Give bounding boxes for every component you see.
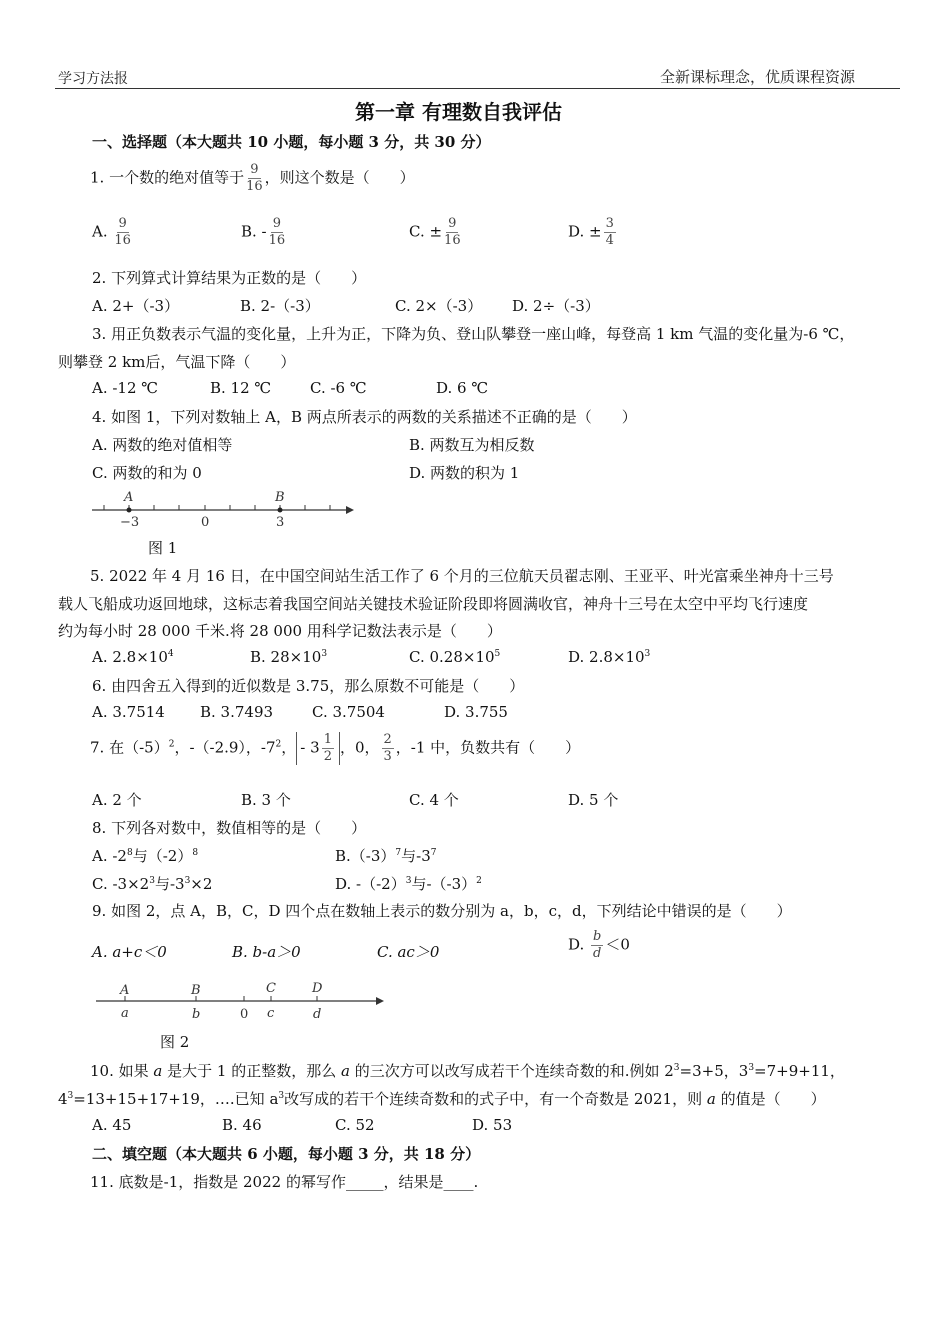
question-7-option-b: B. 3 个 (241, 791, 291, 809)
label-D: D (312, 981, 323, 996)
question-4-option-a: A. 两数的绝对值相等 (92, 436, 233, 454)
question-5-line-2: 载人飞船成功返回地球，这标志着我国空间站关键技术验证阶段即将圆满收官，神舟十三号在太空中平均飞行速度 (58, 595, 809, 613)
question-9-option-b: B. b-a＞0 (232, 943, 301, 961)
figure-1-caption: 图 1 (148, 539, 178, 557)
question-1-option-a: A. $\frac{9}{16}$ (92, 216, 131, 248)
question-1-option-b: B. - $\frac{9}{16}$ (241, 216, 286, 248)
question-11-stem: 11. 底数是-1，指数是 2022 的幂写作_____，结果是____. (90, 1173, 479, 1191)
figure-2-number-line (92, 978, 392, 1024)
figure-2-caption: 图 2 (160, 1033, 190, 1051)
question-2-option-b: B. 2-（-3） (240, 297, 320, 315)
section-1-heading: 一、选择题（本大题共 10 小题，每小题 3 分，共 30 分） (92, 133, 491, 151)
tick-label-neg3: −3 (120, 515, 140, 530)
question-10-option-c: C. 52 (335, 1116, 375, 1134)
point-b (278, 508, 283, 513)
question-7-option-d: D. 5 个 (568, 791, 619, 809)
question-8-stem: 8. 下列各对数中，数值相等的是（ ） (92, 819, 367, 837)
question-4-option-c: C. 两数的和为 0 (92, 464, 202, 482)
question-5-line-3: 约为每小时 28 000 千米.将 28 000 用科学记数法表示是（ ） (58, 622, 502, 640)
question-2-option-d: D. 2÷（-3） (512, 297, 600, 315)
question-5-option-c: C. $0.28\times 10^5$ (409, 648, 501, 666)
question-5-line-1: 5. 2022 年 4 月 16 日，在中国空间站生活工作了 6 个月的三位航天员翟志刚、王亚平、叶光富乘坐神舟十三号 (90, 567, 834, 585)
question-9-option-a: A. a+c＜0 (92, 943, 167, 961)
label-b: b (192, 1007, 201, 1022)
question-9-stem: 9. 如图 2，点 A，B，C，D 四个点在数轴上表示的数分别为 a，b，c，d，下列结论中错误的是（ ） (92, 902, 792, 920)
fraction: $\frac{9}{16}$ (246, 162, 263, 194)
question-9-option-c: C. ac＞0 (377, 943, 440, 961)
arrow-head (346, 506, 354, 514)
question-8-option-b: $B.(-3)^7$与$-3^7$ (335, 847, 437, 865)
question-10-line-2: $4^3=13+15+17+19$，….已知 $a^3$改写成的若干个连续奇数和的式子中，有一个奇数是 2021，则 a 的值是（ ） (58, 1090, 826, 1108)
question-7-stem: 7. 在$(-5)^2$，-（-2.9），$-7^2$， - 3 $\frac{1}{2}$ ，0， $\frac{2}{3}$ ，-1 中，负数共有（ ） (90, 732, 581, 764)
question-8-option-d: D. $-(-2)^3$与$-(-3)^2$ (335, 875, 482, 893)
label-d: d (313, 1007, 322, 1022)
label-C: C (266, 981, 276, 996)
figure-1-number-line (88, 486, 358, 530)
tick-label-0: 0 (201, 515, 210, 530)
question-6-option-a: A. 3.7514 (92, 703, 165, 721)
question-1-option-d: D. ± $\frac{3}{4}$ (568, 216, 614, 248)
question-6-stem: 6. 由四舍五入得到的近似数是 3.75，那么原数不可能是（ ） (92, 677, 525, 695)
question-8-option-a: A. $-2^8$与$(-2)^8$ (92, 847, 199, 865)
arrow-head (376, 997, 384, 1005)
question-5-option-d: D. $2.8\times 10^3$ (568, 648, 651, 666)
question-7-option-c: C. 4 个 (409, 791, 459, 809)
question-10-line-1: 10. 如果 a 是大于 1 的正整数，那么 a 的三次方可以改写成若干个连续奇数的和.例如 $2^3=3+5$，$3^3=7+9+11$， (90, 1062, 845, 1080)
question-6-option-c: C. 3.7504 (312, 703, 385, 721)
question-8-option-c: C. $-3\times 2^3$与$-3^3\times 2$ (92, 875, 213, 893)
header-left: 学习方法报 (58, 71, 128, 87)
ticks (125, 996, 317, 1001)
question-3-option-b: B. 12 ℃ (210, 379, 272, 397)
ticks (104, 505, 330, 510)
question-2-option-c: C. 2×（-3） (395, 297, 483, 315)
label-B: B (191, 983, 201, 998)
question-7-option-a: A. 2 个 (92, 791, 142, 809)
question-10-option-b: B. 46 (222, 1116, 262, 1134)
question-3-option-a: A. -12 ℃ (92, 379, 159, 397)
question-5-option-b: B. $28\times 10^3$ (250, 648, 328, 666)
question-4-option-b: B. 两数互为相反数 (409, 436, 535, 454)
label-a: A (124, 490, 134, 505)
question-3-option-d: D. 6 ℃ (436, 379, 489, 397)
question-10-option-a: A. 45 (92, 1116, 132, 1134)
question-4-stem: 4. 如图 1，下列对数轴上 A，B 两点所表示的两数的关系描述不正确的是（ ） (92, 408, 637, 426)
point-a (127, 508, 132, 513)
header-rule (55, 88, 900, 89)
header-right: 全新课标理念，优质课程资源 (660, 68, 856, 86)
question-6-option-d: D. 3.755 (444, 703, 508, 721)
question-9-option-d: D. $\frac{b}{d}$ ＜0 (568, 929, 630, 961)
question-3-line-1: 3. 用正负数表示气温的变化量，上升为正，下降为负、登山队攀登一座山峰，每登高 1 km 气温的变化量为-6 ℃， (92, 325, 855, 343)
absolute-value-expression: - 3 $\frac{1}{2}$ (296, 732, 340, 765)
question-3-line-2: 则攀登 2 km后，气温下降（ ） (58, 353, 296, 371)
question-2-option-a: A. 2+（-3） (92, 297, 180, 315)
question-6-option-b: B. 3.7493 (200, 703, 274, 721)
question-1-stem: 1. 一个数的绝对值等于 $\frac{9}{16}$ ，则这个数是（ ） (90, 162, 415, 194)
tick-label-3: 3 (276, 515, 285, 530)
question-10-option-d: D. 53 (472, 1116, 513, 1134)
label-a: a (121, 1006, 129, 1021)
page-title: 第一章 有理数自我评估 (355, 100, 562, 124)
section-2-heading: 二、填空题（本大题共 6 小题，每小题 3 分，共 18 分） (92, 1145, 481, 1163)
label-zero: 0 (240, 1007, 249, 1022)
question-3-option-c: C. -6 ℃ (310, 379, 367, 397)
question-5-option-a: A. $2.8\times 10^4$ (92, 648, 174, 666)
label-A: A (120, 983, 130, 998)
question-4-option-d: D. 两数的积为 1 (409, 464, 520, 482)
label-b: B (275, 490, 285, 505)
label-c: c (267, 1006, 275, 1021)
question-2-stem: 2. 下列算式计算结果为正数的是（ ） (92, 269, 367, 287)
question-1-option-c: C. ± $\frac{9}{16}$ (409, 216, 461, 248)
